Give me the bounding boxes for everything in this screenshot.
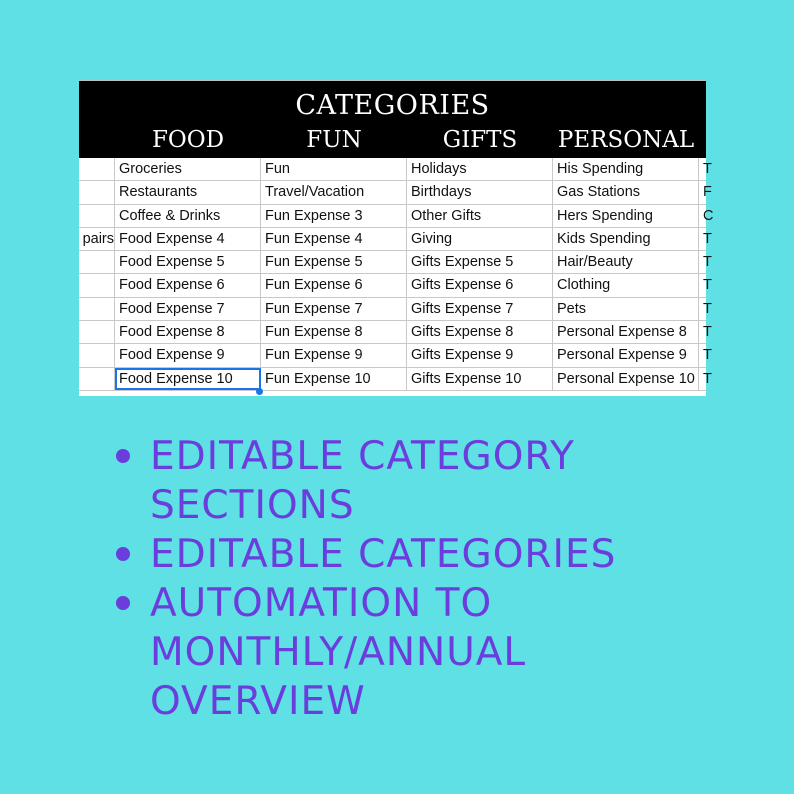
table-cell[interactable]: Travel/Vacation [261, 181, 407, 203]
table-cell[interactable] [79, 321, 115, 343]
column-header-fun: FUN [306, 127, 362, 153]
table-cell[interactable]: Fun Expense 10 [261, 368, 407, 390]
table-row [79, 251, 712, 274]
table-cell[interactable]: Fun Expense 4 [261, 228, 407, 250]
column-header-gifts: GIFTS [442, 127, 518, 153]
table-cell[interactable]: Gifts Expense 9 [407, 344, 553, 366]
table-cell[interactable]: T [703, 230, 712, 247]
table-cell[interactable]: Gifts Expense 10 [407, 368, 553, 390]
table-cell[interactable]: Fun Expense 6 [261, 274, 407, 296]
table-cell[interactable]: Gifts Expense 6 [407, 274, 553, 296]
table-cell[interactable]: Food Expense 9 [115, 344, 261, 366]
feature-text: EDITABLE CATEGORIES [150, 532, 617, 577]
table-row [79, 158, 712, 181]
table-cell[interactable]: Personal Expense 10 [553, 368, 699, 390]
table-cell[interactable]: Food Expense 8 [115, 321, 261, 343]
gridline [79, 80, 706, 81]
table-cell[interactable]: Food Expense 7 [115, 298, 261, 320]
table-row [79, 321, 712, 344]
table-cell[interactable]: Personal Expense 8 [553, 321, 699, 343]
sheet-title: CATEGORIES [295, 90, 490, 121]
feature-text: EDITABLE CATEGORY SECTIONS [150, 434, 575, 528]
table-row [79, 228, 712, 251]
feature-list [112, 432, 752, 726]
table-cell[interactable]: pairs [79, 228, 115, 250]
table-cell[interactable]: Other Gifts [407, 205, 553, 227]
table-cell[interactable]: Pets [553, 298, 699, 320]
bullet-icon [116, 596, 130, 610]
table-cell[interactable]: T [703, 277, 712, 294]
table-cell[interactable]: C [703, 207, 714, 224]
table-cell[interactable]: Food Expense 5 [115, 251, 261, 273]
column-header-food: FOOD [151, 127, 225, 153]
table-cell[interactable]: Fun Expense 8 [261, 321, 407, 343]
table-cell[interactable]: Hers Spending [553, 205, 699, 227]
table-cell[interactable]: Personal Expense 9 [553, 344, 699, 366]
table-cell[interactable]: Restaurants [115, 181, 261, 203]
table-cell[interactable] [79, 181, 115, 203]
table-cell[interactable] [79, 205, 115, 227]
table-cell[interactable]: T [703, 254, 712, 271]
table-cell[interactable]: Fun Expense 3 [261, 205, 407, 227]
table-cell[interactable] [79, 158, 115, 180]
table-cell[interactable] [79, 368, 115, 390]
table-cell[interactable]: His Spending [553, 158, 699, 180]
table-cell[interactable]: Groceries [115, 158, 261, 180]
bullet-icon [116, 547, 130, 561]
table-cell[interactable]: Hair/Beauty [553, 251, 699, 273]
bullet-icon [116, 449, 130, 463]
table-row [79, 205, 714, 228]
table-cell[interactable]: Food Expense 6 [115, 274, 261, 296]
feature-item [112, 579, 752, 726]
table-row [79, 298, 712, 321]
table-cell[interactable]: Coffee & Drinks [115, 205, 261, 227]
table-cell[interactable]: Fun Expense 5 [261, 251, 407, 273]
table-cell[interactable]: Gas Stations [553, 181, 699, 203]
table-cell[interactable]: T [703, 300, 712, 317]
table-cell[interactable]: Gifts Expense 7 [407, 298, 553, 320]
column-header-personal: PERSONAL [557, 127, 695, 153]
sheet-header [79, 80, 706, 158]
table-row [79, 274, 712, 297]
table-cell[interactable]: T [703, 161, 712, 177]
sheet-rows [79, 158, 714, 391]
table-cell[interactable]: Birthdays [407, 181, 553, 203]
table-row [79, 368, 712, 391]
table-cell[interactable]: T [703, 370, 712, 387]
table-cell[interactable] [79, 251, 115, 273]
feature-text: AUTOMATION TO MONTHLY/ANNUAL OVERVIEW [150, 581, 527, 724]
table-cell[interactable]: Kids Spending [553, 228, 699, 250]
table-cell[interactable] [79, 274, 115, 296]
feature-item [112, 530, 752, 579]
table-cell[interactable]: Gifts Expense 5 [407, 251, 553, 273]
table-cell[interactable] [79, 344, 115, 366]
table-cell[interactable]: Fun Expense 9 [261, 344, 407, 366]
table-cell[interactable]: T [703, 324, 712, 341]
table-cell[interactable]: Fun Expense 7 [261, 298, 407, 320]
feature-item [112, 432, 752, 530]
table-cell[interactable]: Giving [407, 228, 553, 250]
table-cell[interactable]: T [703, 347, 712, 364]
table-cell[interactable]: Clothing [553, 274, 699, 296]
table-cell[interactable]: Fun [261, 158, 407, 180]
spreadsheet-preview [79, 80, 714, 396]
table-cell[interactable]: Gifts Expense 8 [407, 321, 553, 343]
table-cell[interactable]: Food Expense 4 [115, 228, 261, 250]
selection-fill-handle[interactable] [256, 388, 263, 395]
table-row [79, 181, 712, 204]
table-row [79, 344, 712, 367]
table-cell[interactable] [79, 298, 115, 320]
table-cell[interactable]: Holidays [407, 158, 553, 180]
table-cell[interactable]: F [703, 184, 712, 201]
table-cell[interactable]: Food Expense 10 [115, 368, 261, 390]
